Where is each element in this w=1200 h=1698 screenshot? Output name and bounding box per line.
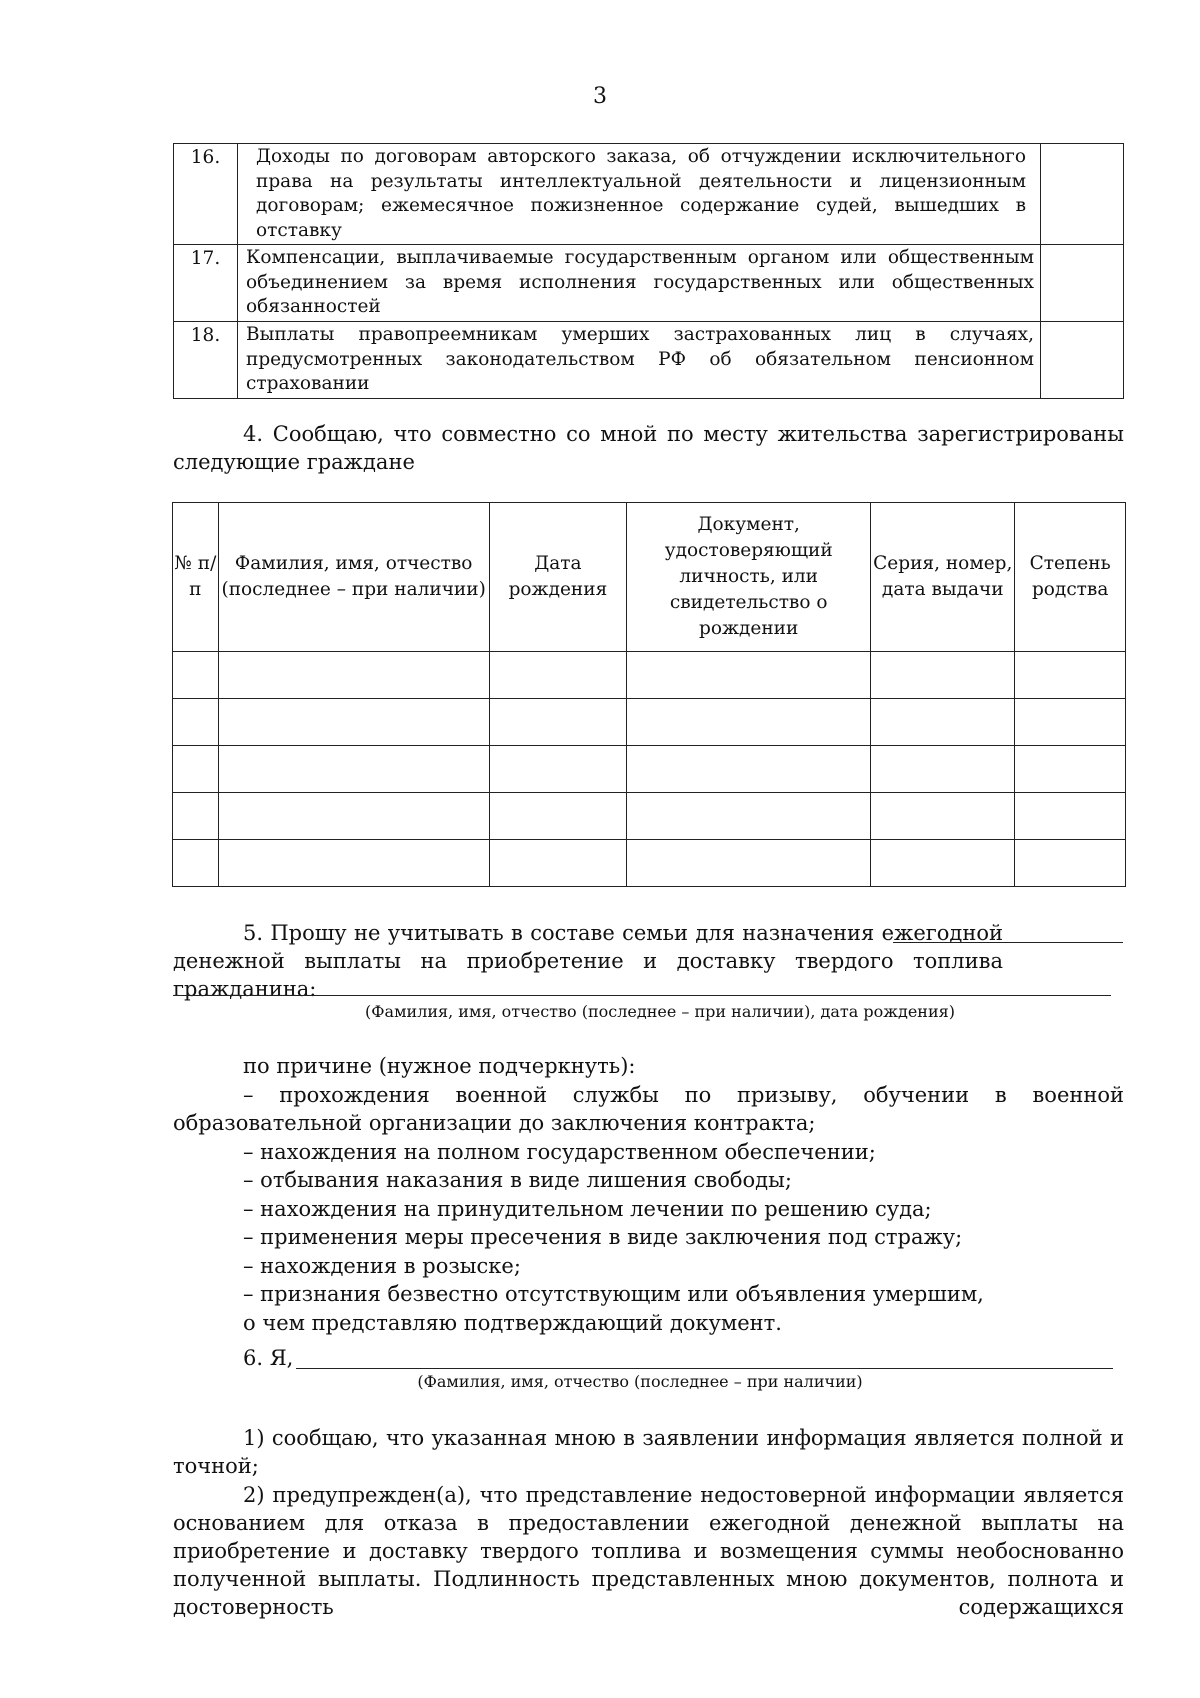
income-type-text: Выплаты правопреемникам умерших застрахованных лиц в случаях, предусмотренных законодательством РФ об обязательном пенсионном страховании bbox=[238, 322, 1041, 399]
reason-item[interactable]: – нахождения на принудительном лечении по решению суда; bbox=[243, 1196, 932, 1221]
excluded-citizen-line-end[interactable] bbox=[893, 942, 1123, 943]
table-cell[interactable] bbox=[218, 793, 489, 840]
reason-item[interactable]: – признания безвестно отсутствующим или объявления умершим, bbox=[243, 1282, 984, 1306]
page-number: 3 bbox=[593, 84, 607, 109]
income-type-text: Доходы по договорам авторского заказа, об отчуждении исключительного права на результаты интеллектуальной деятельности и лицензионным договорам; ежемесячное пожизненное содержание судей, вышедших в отставку bbox=[238, 144, 1041, 245]
table-cell[interactable] bbox=[218, 699, 489, 746]
col-header-identity-document: Документ, удостоверяющий личность, или свидетельство о рождении bbox=[627, 503, 871, 652]
table-cell[interactable] bbox=[218, 840, 489, 887]
table-cell[interactable] bbox=[1015, 652, 1126, 699]
table-cell[interactable] bbox=[218, 652, 489, 699]
reasons-outro: о чем представляю подтверждающий документ. bbox=[243, 1310, 782, 1335]
table-cell[interactable] bbox=[218, 746, 489, 793]
table-row bbox=[173, 793, 1126, 840]
reason-item[interactable]: – применения меры пресечения в виде заключения под стражу; bbox=[243, 1225, 963, 1249]
section-6-point-2: 2) предупрежден(а), что представление недостоверной информации является основанием для отказа в предоставлении ежегодной денежной выплаты на приобретение и доставку твердого топлива и возмещения суммы необоснованно полученной выплаты. Подлинность представленных мною документов, полнота и достоверность содержащихся bbox=[173, 1483, 1124, 1619]
excluded-citizen-caption: (Фамилия, имя, отчество (последнее – при наличии), дата рождения) bbox=[365, 1002, 955, 1021]
table-cell[interactable] bbox=[173, 793, 219, 840]
table-cell[interactable] bbox=[173, 652, 219, 699]
table-cell[interactable] bbox=[871, 746, 1015, 793]
income-amount-cell[interactable] bbox=[1041, 322, 1124, 399]
table-cell[interactable] bbox=[173, 699, 219, 746]
table-row bbox=[173, 840, 1126, 887]
col-header-number: № п/п bbox=[173, 503, 219, 652]
table-cell[interactable] bbox=[627, 746, 871, 793]
table-cell[interactable] bbox=[627, 793, 871, 840]
income-types-table bbox=[173, 143, 1124, 399]
table-cell[interactable] bbox=[1015, 699, 1126, 746]
declarant-name-line[interactable] bbox=[296, 1368, 1113, 1369]
table-cell[interactable] bbox=[489, 793, 627, 840]
table-row bbox=[173, 699, 1126, 746]
income-amount-cell[interactable] bbox=[1041, 245, 1124, 322]
table-header-row bbox=[173, 503, 1126, 652]
col-header-series-number-date: Серия, номер, дата выдачи bbox=[871, 503, 1015, 652]
table-cell[interactable] bbox=[173, 746, 219, 793]
table-cell[interactable] bbox=[489, 840, 627, 887]
table-cell[interactable] bbox=[1015, 793, 1126, 840]
excluded-citizen-input-line[interactable] bbox=[173, 995, 1111, 996]
reason-item[interactable]: – нахождения на полном государственном обеспечении; bbox=[243, 1139, 876, 1164]
row-number: 16. bbox=[174, 144, 238, 245]
section-5-text: 5. Прошу не учитывать в составе семьи для назначения ежегодной денежной выплаты на приобретение и доставку твердого топлива гражданина: bbox=[173, 921, 1003, 1001]
reason-item[interactable]: – отбывания наказания в виде лишения свободы; bbox=[243, 1168, 792, 1192]
table-cell[interactable] bbox=[1015, 746, 1126, 793]
table-cell[interactable] bbox=[489, 699, 627, 746]
row-number: 18. bbox=[174, 322, 238, 399]
declarant-name-caption: (Фамилия, имя, отчество (последнее – при наличии) bbox=[417, 1372, 863, 1391]
section-4-text: 4. Сообщаю, что совместно со мной по месту жительства зарегистрированы следующие граждане bbox=[173, 422, 1124, 474]
table-cell[interactable] bbox=[871, 652, 1015, 699]
income-type-text: Компенсации, выплачиваемые государственным органом или общественным объединением за время исполнения государственных или общественных обязанностей bbox=[238, 245, 1041, 322]
table-cell[interactable] bbox=[627, 699, 871, 746]
row-number: 17. bbox=[174, 245, 238, 322]
table-cell[interactable] bbox=[173, 840, 219, 887]
table-cell[interactable] bbox=[627, 652, 871, 699]
reason-item[interactable]: – прохождения военной службы по призыву, обучении в военной образовательной организации до заключения контракта; bbox=[173, 1082, 1124, 1135]
section-6-prefix: 6. Я, bbox=[243, 1346, 294, 1370]
table-row bbox=[174, 245, 1124, 322]
income-amount-cell[interactable] bbox=[1041, 144, 1124, 245]
table-cell[interactable] bbox=[627, 840, 871, 887]
family-members-table bbox=[172, 502, 1126, 887]
table-row bbox=[173, 652, 1126, 699]
col-header-full-name: Фамилия, имя, отчество (последнее – при наличии) bbox=[218, 503, 489, 652]
col-header-relationship: Степень родства bbox=[1015, 503, 1126, 652]
table-cell[interactable] bbox=[871, 699, 1015, 746]
table-cell[interactable] bbox=[871, 840, 1015, 887]
reason-item[interactable]: – нахождения в розыске; bbox=[243, 1253, 521, 1278]
section-6-point-1: 1) сообщаю, что указанная мною в заявлении информация является полной и точной; bbox=[173, 1426, 1124, 1478]
table-row bbox=[174, 144, 1124, 245]
table-cell[interactable] bbox=[871, 793, 1015, 840]
reasons-intro: по причине (нужное подчеркнуть): bbox=[243, 1054, 636, 1078]
exclusion-reasons bbox=[173, 1052, 1124, 1337]
col-header-birth-date: Дата рождения bbox=[489, 503, 627, 652]
table-cell[interactable] bbox=[489, 746, 627, 793]
table-cell[interactable] bbox=[489, 652, 627, 699]
table-row bbox=[174, 322, 1124, 399]
table-row bbox=[173, 746, 1126, 793]
table-cell[interactable] bbox=[1015, 840, 1126, 887]
